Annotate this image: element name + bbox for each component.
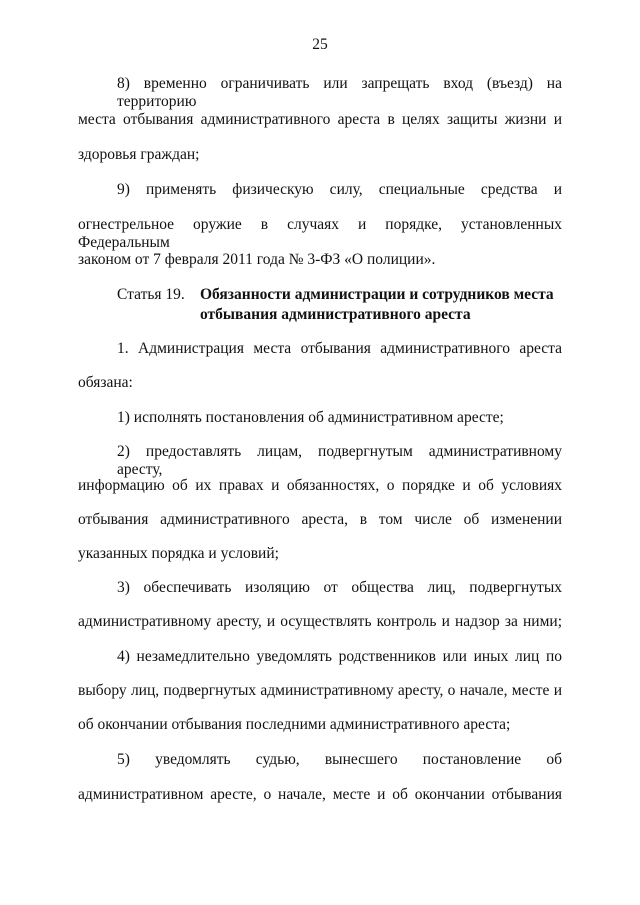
- text-line: административному аресту, и осуществлять контроль и надзор за ними;: [78, 613, 562, 630]
- text-line: 1. Администрация места отбывания административного ареста: [117, 340, 562, 357]
- list-item: 2) предоставлять лицам, подвергнутым административному аресту,: [117, 443, 562, 478]
- text-line: законом от 7 февраля 2011 года № 3-ФЗ «О полиции».: [78, 251, 436, 268]
- article-label: Статья 19.: [117, 286, 185, 303]
- text-line: 8) временно ограничивать или запрещать вход (въезд) на территорию: [117, 75, 562, 110]
- article-title-line: Обязанности администрации и сотрудников места: [200, 286, 554, 303]
- list-item: 1) исполнять постановления об административном аресте;: [117, 409, 504, 426]
- text-line: выбору лиц, подвергнутых административному аресту, о начале, месте и: [78, 682, 562, 699]
- text-line: места отбывания административного ареста в целях защиты жизни и: [78, 111, 562, 128]
- text-line: информацию об их правах и обязанностях, о порядке и об условиях: [78, 477, 562, 494]
- text-line: административном аресте, о начале, месте и об окончании отбывания: [78, 786, 562, 803]
- text-line: 9) применять физическую силу, специальные средства и: [117, 181, 562, 198]
- list-item: 5) уведомлять судью, вынесшего постановление об: [117, 751, 562, 768]
- text-line: отбывания административного ареста, в том числе об изменении: [78, 511, 562, 528]
- text-line: огнестрельное оружие в случаях и порядке, установленных Федеральным: [78, 216, 562, 251]
- page-number: 25: [312, 36, 328, 53]
- list-item: 3) обеспечивать изоляцию от общества лиц, подвергнутых: [117, 579, 562, 596]
- text-line: об окончании отбывания последними административного ареста;: [78, 716, 511, 733]
- list-item: 4) незамедлительно уведомлять родственников или иных лиц по: [117, 648, 562, 665]
- text-line: обязана:: [78, 374, 133, 391]
- text-line: указанных порядка и условий;: [78, 545, 279, 562]
- text-line: здоровья граждан;: [78, 146, 200, 163]
- article-title-line: отбывания административного ареста: [200, 306, 471, 323]
